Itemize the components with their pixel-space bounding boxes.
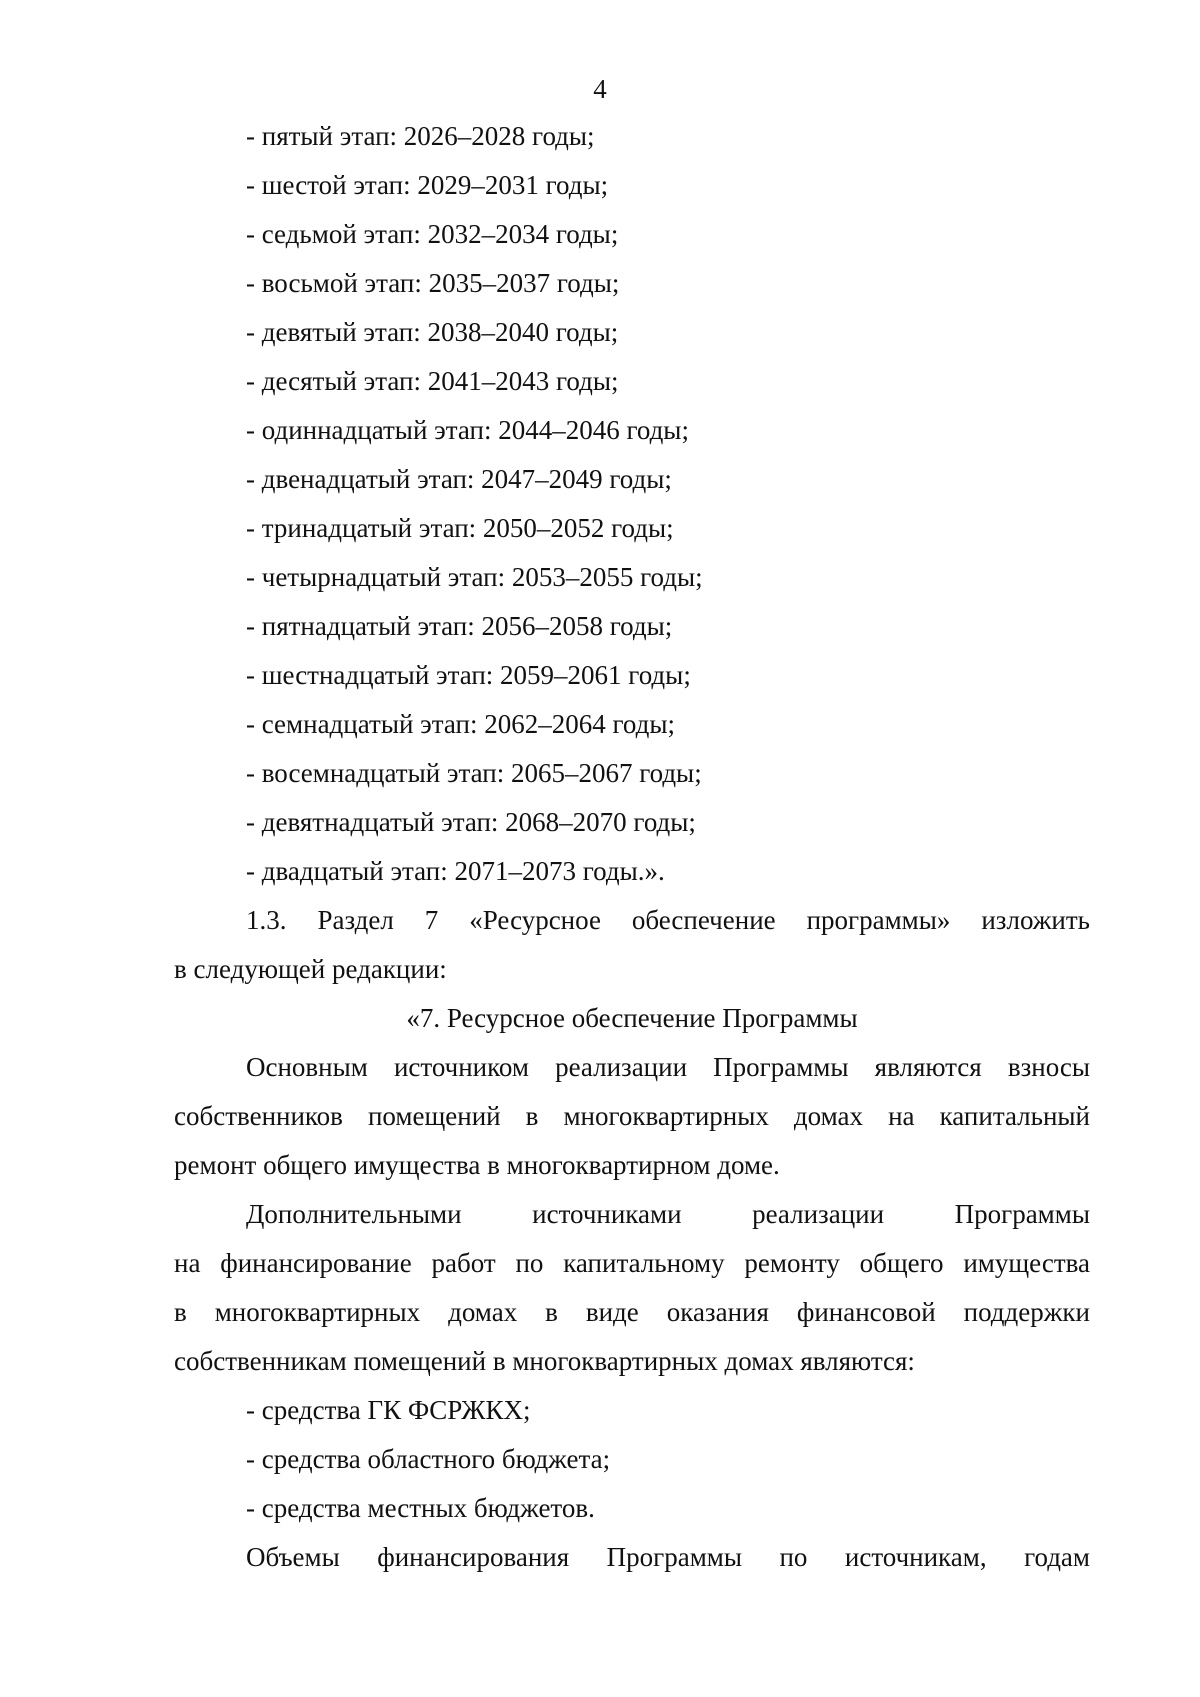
paragraph-main-source [174, 1043, 1090, 1190]
list-item: - средства областного бюджета; [246, 1444, 611, 1474]
stages-list [174, 112, 1090, 896]
list-item: - восьмой этап: 2035–2037 годы; [246, 268, 620, 298]
paragraph-line: на финансирование работ по капитальному ремонту общего имущества [174, 1248, 1090, 1278]
document-body [174, 112, 1090, 1582]
list-item: - десятый этап: 2041–2043 годы; [246, 366, 619, 396]
list-item: - средства ГК ФСРЖКХ; [246, 1395, 531, 1425]
paragraph-funding-volumes [174, 1533, 1090, 1582]
paragraph-line: Основным источником реализации Программы являются взносы [246, 1052, 1090, 1082]
section-heading: «7. Ресурсное обеспечение Программы [406, 1003, 858, 1033]
clause-1-3 [174, 896, 1090, 994]
list-item: - тринадцатый этап: 2050–2052 годы; [246, 513, 674, 543]
list-item: - семнадцатый этап: 2062–2064 годы; [246, 709, 675, 739]
clause-line: 1.3. Раздел 7 «Ресурсное обеспечение программы» изложить [246, 905, 1090, 935]
sources-list [174, 1386, 1090, 1533]
list-item: - седьмой этап: 2032–2034 годы; [246, 219, 619, 249]
list-item: - пятнадцатый этап: 2056–2058 годы; [246, 611, 673, 641]
list-item: - восемнадцатый этап: 2065–2067 годы; [246, 758, 702, 788]
page-number: 4 [593, 74, 607, 104]
paragraph-line: Объемы финансирования Программы по источникам, годам [246, 1542, 1090, 1572]
list-item: - девятнадцатый этап: 2068–2070 годы; [246, 807, 696, 837]
paragraph-line: собственникам помещений в многоквартирных домах являются: [174, 1346, 915, 1376]
paragraph-line: в многоквартирных домах в виде оказания финансовой поддержки [174, 1297, 1090, 1327]
list-item: - двенадцатый этап: 2047–2049 годы; [246, 464, 672, 494]
list-item: - одиннадцатый этап: 2044–2046 годы; [246, 415, 689, 445]
paragraph-additional-sources [174, 1190, 1090, 1386]
paragraph-line: Дополнительными источниками реализации Программы [246, 1199, 1090, 1229]
list-item: - шестнадцатый этап: 2059–2061 годы; [246, 660, 691, 690]
clause-line: в следующей редакции: [174, 954, 447, 984]
paragraph-line: собственников помещений в многоквартирных домах на капитальный [174, 1101, 1090, 1131]
list-item: - средства местных бюджетов. [246, 1493, 595, 1523]
list-item: - шестой этап: 2029–2031 годы; [246, 170, 609, 200]
list-item: - пятый этап: 2026–2028 годы; [246, 121, 595, 151]
paragraph-line: ремонт общего имущества в многоквартирном доме. [174, 1150, 780, 1180]
list-item: - четырнадцатый этап: 2053–2055 годы; [246, 562, 703, 592]
list-item: - двадцатый этап: 2071–2073 годы.». [246, 856, 665, 886]
list-item: - девятый этап: 2038–2040 годы; [246, 317, 619, 347]
